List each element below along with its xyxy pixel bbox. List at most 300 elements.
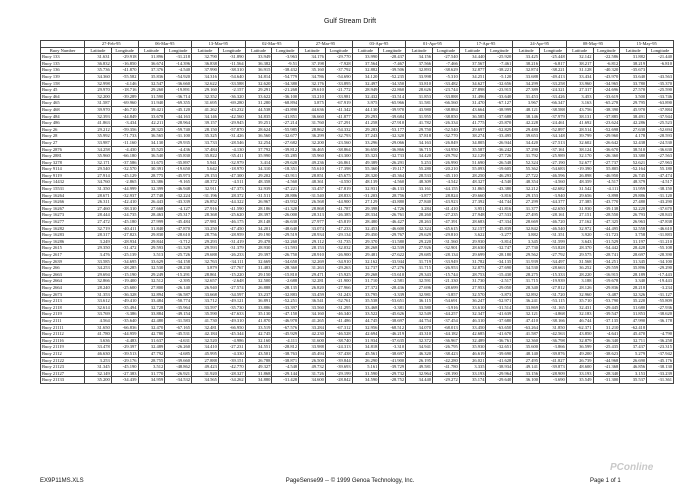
longitude-cell: -25.989 xyxy=(540,153,567,160)
longitude-cell: -37.670 xyxy=(647,205,674,212)
longitude-cell: -43.563 xyxy=(647,73,674,80)
longitude-cell: -29.519 xyxy=(272,232,299,239)
latitude-cell: 41.692 xyxy=(566,120,593,127)
longitude-cell: -27.963 xyxy=(647,159,674,166)
latitude-cell: 32.882 xyxy=(352,67,379,74)
longitude-cell: -4.726 xyxy=(379,205,406,212)
latitude-cell: 55.093 xyxy=(459,166,486,173)
footer-filename: EX9P11MS.XLS xyxy=(40,478,84,484)
latitude-cell: 28.697 xyxy=(620,252,647,259)
latitude-cell: 31.715 xyxy=(513,278,540,285)
latitude-cell: 38.216 xyxy=(513,60,540,67)
latitude-cell: 39.653 xyxy=(513,133,540,140)
longitude-cell: -45.839 xyxy=(486,225,513,232)
latitude-cell: 27.495 xyxy=(513,212,540,219)
longitude-cell: 31.210 xyxy=(593,324,620,331)
latitude-cell: 26.745 xyxy=(620,172,647,179)
latitude-cell: 27.151 xyxy=(566,212,593,219)
latitude-cell: 34.310 xyxy=(245,166,272,173)
longitude-cell: -29.810 xyxy=(432,232,459,239)
longitude-cell: -46.630 xyxy=(272,219,299,226)
latitude-cell: 29.478 xyxy=(245,238,272,245)
longitude-cell: -63.650 xyxy=(486,324,513,331)
header-date: 08-May-95 xyxy=(566,41,620,48)
longitude-cell: -36.798 xyxy=(540,337,567,344)
longitude-cell: -49.310 xyxy=(218,317,245,324)
longitude-cell: -29.945 xyxy=(218,120,245,127)
latitude-cell: 32.669 xyxy=(245,258,272,265)
longitude-cell: -19.891 xyxy=(165,87,192,94)
latitude-cell: 33.074 xyxy=(299,225,326,232)
longitude-cell: -29.960 xyxy=(593,133,620,140)
longitude-cell: -41.877 xyxy=(325,113,352,120)
longitude-cell: -54.683 xyxy=(540,166,567,173)
longitude-cell: -68.512 xyxy=(379,324,406,331)
longitude-cell: -29.445 xyxy=(593,304,620,311)
buoy-number-cell: Buoy 16282 xyxy=(41,225,85,232)
latitude-cell: 32.972 xyxy=(566,225,593,232)
longitude-cell: -66.836 xyxy=(111,324,138,331)
table-row xyxy=(41,232,674,239)
latitude-cell: 32.842 xyxy=(513,225,540,232)
latitude-cell: 45.494 xyxy=(299,350,326,357)
header-longitude: Longitude xyxy=(540,47,567,54)
longitude-cell: -43.880 xyxy=(379,199,406,206)
latitude-cell: 33.612 xyxy=(85,298,112,305)
latitude-cell: 37.437 xyxy=(620,344,647,351)
latitude-cell: 28.669 xyxy=(513,219,540,226)
longitude-cell: -33.514 xyxy=(379,93,406,100)
latitude-cell: 31.345 xyxy=(620,258,647,265)
longitude-cell: -6.810 xyxy=(647,60,674,67)
latitude-cell: 28.775 xyxy=(138,172,165,179)
buoy-number-cell: Buoy 2119 xyxy=(41,311,85,318)
buoy-number-cell: Buoy 2112 xyxy=(41,350,85,357)
longitude-cell: -29.620 xyxy=(272,159,299,166)
latitude-cell: 55.360 xyxy=(352,166,379,173)
buoy-number-cell: Buoy 45 xyxy=(41,87,85,94)
latitude-cell: 33.210 xyxy=(299,93,326,100)
longitude-cell: -17.443 xyxy=(647,271,674,278)
latitude-cell: 3.643 xyxy=(566,238,593,245)
longitude-cell: -3.434 xyxy=(111,120,138,127)
longitude-cell: -47.334 xyxy=(486,219,513,226)
longitude-cell: -19.678 xyxy=(593,278,620,285)
longitude-cell: -29.792 xyxy=(432,153,459,160)
longitude-cell: -27.563 xyxy=(647,153,674,160)
table-row xyxy=(41,212,674,219)
latitude-cell: 5.279 xyxy=(620,350,647,357)
table-row xyxy=(41,67,674,74)
longitude-cell: -39.289 xyxy=(111,93,138,100)
latitude-cell: 31.868 xyxy=(245,370,272,377)
longitude-cell: -63.890 xyxy=(647,100,674,107)
table-row xyxy=(41,139,674,146)
latitude-cell: 33.988 xyxy=(299,344,326,351)
longitude-cell: -28.285 xyxy=(111,265,138,272)
longitude-cell: -2.517 xyxy=(486,278,513,285)
latitude-cell: 29.190 xyxy=(245,232,272,239)
longitude-cell: -37.586 xyxy=(111,159,138,166)
longitude-cell: -42.563 xyxy=(540,331,567,338)
longitude-cell: -39.876 xyxy=(540,350,567,357)
latitude-cell: 33.580 xyxy=(406,304,433,311)
latitude-cell: 55.280 xyxy=(406,166,433,173)
longitude-cell: -45.180 xyxy=(111,219,138,226)
latitude-cell: 39.799 xyxy=(566,133,593,140)
longitude-cell: -15.810 xyxy=(272,271,299,278)
latitude-cell: 29.656 xyxy=(566,192,593,199)
longitude-cell: -48.640 xyxy=(272,225,299,232)
longitude-cell: -5.310 xyxy=(432,73,459,80)
longitude-cell: -24.696 xyxy=(593,87,620,94)
longitude-cell: -23.915 xyxy=(486,87,513,94)
latitude-cell: 32.254 xyxy=(245,139,272,146)
table-row xyxy=(41,245,674,252)
longitude-cell: -3.940 xyxy=(540,192,567,199)
longitude-cell: -27.936 xyxy=(647,304,674,311)
latitude-cell: 46.744 xyxy=(566,317,593,324)
table-row xyxy=(41,252,674,259)
latitude-cell: 31.726 xyxy=(299,370,326,377)
longitude-cell: -26.360 xyxy=(593,153,620,160)
latitude-cell: 29.688 xyxy=(192,252,219,259)
longitude-cell: -43.932 xyxy=(272,199,299,206)
header-longitude: Longitude xyxy=(165,47,192,54)
buoy-number-cell: Buoy 2664 xyxy=(41,284,85,291)
latitude-cell: 3.622 xyxy=(459,232,486,239)
latitude-cell: 42.780 xyxy=(138,331,165,338)
longitude-cell: -31.723 xyxy=(593,232,620,239)
buoy-number-cell: Buoy 16277 xyxy=(41,219,85,226)
latitude-cell: 31.568 xyxy=(566,258,593,265)
latitude-cell: 33.519 xyxy=(245,324,272,331)
header-longitude: Longitude xyxy=(647,47,674,54)
latitude-cell: 28.340 xyxy=(513,284,540,291)
longitude-cell: -25.590 xyxy=(647,87,674,94)
longitude-cell: -25.448 xyxy=(540,54,567,61)
latitude-cell: 33.949 xyxy=(245,54,272,61)
latitude-cell: 32.602 xyxy=(566,139,593,146)
latitude-cell: 32.497 xyxy=(352,80,379,87)
table-row xyxy=(41,199,674,206)
longitude-cell: -27.235 xyxy=(432,212,459,219)
longitude-cell: -29.144 xyxy=(272,370,299,377)
longitude-cell: -26.861 xyxy=(325,159,352,166)
longitude-cell: -39.970 xyxy=(379,106,406,113)
longitude-cell: -46.219 xyxy=(379,331,406,338)
latitude-cell: 29.575 xyxy=(566,252,593,259)
latitude-cell: 33.478 xyxy=(85,344,112,351)
latitude-cell: 31.587 xyxy=(85,100,112,107)
longitude-cell: -41.816 xyxy=(486,205,513,212)
latitude-cell: 35.549 xyxy=(566,377,593,384)
longitude-cell: -29.964 xyxy=(486,370,513,377)
longitude-cell: 31.850 xyxy=(540,324,567,331)
latitude-cell: 43.756 xyxy=(566,106,593,113)
longitude-cell: -7.467 xyxy=(379,60,406,67)
latitude-cell: 41.262 xyxy=(192,106,219,113)
longitude-cell: -15.291 xyxy=(165,271,192,278)
longitude-cell: -35.730 xyxy=(218,304,245,311)
longitude-cell: -26.795 xyxy=(432,344,459,351)
latitude-cell: 33.998 xyxy=(406,73,433,80)
table-row xyxy=(41,311,674,318)
buoy-number-cell: Buoy 2113 xyxy=(41,298,85,305)
table-row xyxy=(41,344,674,351)
buoy-number-cell: Buoy 14432 xyxy=(41,179,85,186)
longitude-cell: -59.356 xyxy=(111,126,138,133)
longitude-cell: -16.915 xyxy=(593,271,620,278)
longitude-cell: -47.150 xyxy=(272,311,299,318)
latitude-cell: 32.171 xyxy=(85,159,112,166)
longitude-cell: -27.726 xyxy=(486,153,513,160)
longitude-cell: -46.596 xyxy=(540,172,567,179)
longitude-cell: -34.135 xyxy=(486,258,513,265)
longitude-cell: -66.560 xyxy=(432,100,459,107)
buoy-number-cell: Buoy 464 xyxy=(41,93,85,100)
longitude-cell: -29.134 xyxy=(325,232,352,239)
longitude-cell: -45.176 xyxy=(647,357,674,364)
longitude-cell: -4.111 xyxy=(272,337,299,344)
latitude-cell: 33.678 xyxy=(138,113,165,120)
latitude-cell: 36.252 xyxy=(566,265,593,272)
longitude-cell: -35.494 xyxy=(111,304,138,311)
latitude-cell: 35.174 xyxy=(459,377,486,384)
longitude-cell: -52.251 xyxy=(272,298,299,305)
longitude-cell: -24.313 xyxy=(325,344,352,351)
longitude-cell: -32.677 xyxy=(272,133,299,140)
longitude-cell: -29.559 xyxy=(593,265,620,272)
longitude-cell: -29.770 xyxy=(325,54,352,61)
latitude-cell: 32.956 xyxy=(352,324,379,331)
latitude-cell: 27.748 xyxy=(138,192,165,199)
longitude-cell: -14.396 xyxy=(165,60,192,67)
longitude-cell: -34.100 xyxy=(647,258,674,265)
longitude-cell: -43.770 xyxy=(593,199,620,206)
longitude-cell: -27.276 xyxy=(379,265,406,272)
latitude-cell: 31.955 xyxy=(406,113,433,120)
latitude-cell: 35.590 xyxy=(192,311,219,318)
latitude-cell: 32.393 xyxy=(85,113,112,120)
latitude-cell: 32.347 xyxy=(459,311,486,318)
latitude-cell: 29.283 xyxy=(352,126,379,133)
longitude-cell: -32.656 xyxy=(486,80,513,87)
latitude-cell: 33.386 xyxy=(138,179,165,186)
latitude-cell: 27.472 xyxy=(85,219,112,226)
latitude-cell: 38.146 xyxy=(513,113,540,120)
longitude-cell: -42.410 xyxy=(111,199,138,206)
longitude-cell: -29.397 xyxy=(111,344,138,351)
latitude-cell: 33.250 xyxy=(192,225,219,232)
latitude-cell: 34.880 xyxy=(245,377,272,384)
longitude-cell: -31.210 xyxy=(647,238,674,245)
latitude-cell: 26.568 xyxy=(299,199,326,206)
latitude-cell: 49.423 xyxy=(192,364,219,371)
latitude-cell: 32.399 xyxy=(138,186,165,193)
latitude-cell: 31.939 xyxy=(513,258,540,265)
table-row xyxy=(41,60,674,67)
longitude-cell: -59.740 xyxy=(165,126,192,133)
longitude-cell: -54.920 xyxy=(165,73,192,80)
latitude-cell: 33.810 xyxy=(406,80,433,87)
table-row xyxy=(41,126,674,133)
latitude-cell: 34.130 xyxy=(138,139,165,146)
header-latitude: Latitude xyxy=(513,47,540,54)
longitude-cell: -24.530 xyxy=(647,139,674,146)
longitude-cell: -52.540 xyxy=(432,126,459,133)
latitude-cell: 33.459 xyxy=(299,291,326,298)
latitude-cell: 5.642 xyxy=(192,166,219,173)
longitude-cell: -3.487 xyxy=(593,291,620,298)
latitude-cell: 32.622 xyxy=(192,80,219,87)
longitude-cell: -4.127 xyxy=(165,205,192,212)
latitude-cell: 33.484 xyxy=(138,298,165,305)
latitude-cell: 43.980 xyxy=(406,106,433,113)
longitude-cell: -37.884 xyxy=(647,106,674,113)
header-latitude: Latitude xyxy=(85,47,112,54)
longitude-cell: -66.950 xyxy=(218,324,245,331)
longitude-cell: -45.120 xyxy=(165,106,192,113)
latitude-cell: 3.967 xyxy=(513,100,540,107)
buoy-number-cell: Buoy 16266 xyxy=(41,199,85,206)
latitude-cell: 26.820 xyxy=(299,284,326,291)
latitude-cell: 29.112 xyxy=(299,238,326,245)
latitude-cell: 33.450 xyxy=(459,324,486,331)
latitude-cell: 34.440 xyxy=(406,377,433,384)
header-longitude: Longitude xyxy=(432,47,459,54)
buoy-number-cell: Buoy 135 xyxy=(41,60,85,67)
latitude-cell: 29.350 xyxy=(85,245,112,252)
latitude-cell: 27.495 xyxy=(513,357,540,364)
latitude-cell: 28.463 xyxy=(138,212,165,219)
longitude-cell: -37.635 xyxy=(379,337,406,344)
latitude-cell: 31.934 xyxy=(352,337,379,344)
latitude-cell: 35.710 xyxy=(566,298,593,305)
longitude-cell: -27.622 xyxy=(379,252,406,259)
longitude-cell: -27.682 xyxy=(272,139,299,146)
longitude-cell: -45.675 xyxy=(325,172,352,179)
longitude-cell: -36.761 xyxy=(486,337,513,344)
latitude-cell: -29.660 xyxy=(459,192,486,199)
longitude-cell: -44.322 xyxy=(218,199,245,206)
longitude-cell: -35.964 xyxy=(165,304,192,311)
latitude-cell: 28.313 xyxy=(299,212,326,219)
longitude-cell: -34.148 xyxy=(540,133,567,140)
longitude-cell: 28.756 xyxy=(379,192,406,199)
latitude-cell: 32.549 xyxy=(406,311,433,318)
longitude-cell: -24.321 xyxy=(540,87,567,94)
latitude-cell: 4.178 xyxy=(620,133,647,140)
latitude-cell: 3.975 xyxy=(352,100,379,107)
longitude-cell: -4.483 xyxy=(111,337,138,344)
latitude-cell: 27.696 xyxy=(406,284,433,291)
latitude-cell: 35.130 xyxy=(245,311,272,318)
latitude-cell: -52.164 xyxy=(620,166,647,173)
latitude-cell: 43.850 xyxy=(566,331,593,338)
longitude-cell: -37.454 xyxy=(432,317,459,324)
table-row xyxy=(41,100,674,107)
buoy-number-cell: Buoy 16286 xyxy=(41,238,85,245)
latitude-cell: 28.397 xyxy=(245,212,272,219)
table-row xyxy=(41,238,674,245)
latitude-cell: 29.481 xyxy=(352,252,379,259)
latitude-cell: 32.931 xyxy=(352,186,379,193)
latitude-cell: 27.570 xyxy=(620,87,647,94)
latitude-cell: 35.600 xyxy=(513,344,540,351)
buoy-number-cell: Buoy 21122 xyxy=(41,357,85,364)
latitude-cell: 29.697 xyxy=(459,126,486,133)
latitude-cell: 27.999 xyxy=(138,219,165,226)
table-row xyxy=(41,146,674,153)
latitude-cell: 33.193 xyxy=(566,370,593,377)
latitude-cell: 28.186 xyxy=(245,205,272,212)
longitude-cell: -43.339 xyxy=(165,199,192,206)
latitude-cell: 33.193 xyxy=(459,370,486,377)
latitude-cell: 26.443 xyxy=(138,199,165,206)
longitude-cell: -31.593 xyxy=(272,245,299,252)
longitude-cell: -4.986 xyxy=(218,337,245,344)
latitude-cell: 35.990 xyxy=(245,153,272,160)
longitude-cell: -38.310 xyxy=(111,205,138,212)
longitude-cell: -44.377 xyxy=(540,199,567,206)
longitude-cell: -26.921 xyxy=(165,370,192,377)
latitude-cell: 34.805 xyxy=(459,139,486,146)
latitude-cell: 31.680 xyxy=(620,304,647,311)
longitude-cell: -65.966 xyxy=(379,100,406,107)
longitude-cell: -28.752 xyxy=(379,377,406,384)
latitude-cell: 29.830 xyxy=(138,232,165,239)
longitude-cell: -4.436 xyxy=(165,146,192,153)
buoy-number-cell: Buoy 2118 xyxy=(41,304,85,311)
latitude-cell: 29.750 xyxy=(406,126,433,133)
latitude-cell: 4.564 xyxy=(85,317,112,324)
latitude-cell: 34.440 xyxy=(459,54,486,61)
longitude-cell: -15.333 xyxy=(540,271,567,278)
latitude-cell: 36.115 xyxy=(406,298,433,305)
buoy-number-cell: Buoy 9114 xyxy=(41,166,85,173)
buoy-number-cell: Buoy 9119 xyxy=(41,172,85,179)
latitude-cell: 26.940 xyxy=(192,284,219,291)
latitude-cell: 28.275 xyxy=(513,271,540,278)
latitude-cell: 32.200 xyxy=(299,139,326,146)
longitude-cell: -66.180 xyxy=(111,153,138,160)
latitude-cell: 29.291 xyxy=(245,87,272,94)
latitude-cell: 28.126 xyxy=(566,284,593,291)
longitude-cell: -27.513 xyxy=(540,139,567,146)
latitude-cell: 27.668 xyxy=(138,205,165,212)
latitude-cell: 31.710 xyxy=(352,278,379,285)
longitude-cell: -4.540 xyxy=(486,179,513,186)
latitude-cell: 49.327 xyxy=(245,364,272,371)
latitude-cell: 27.916 xyxy=(192,205,219,212)
latitude-cell: 28.626 xyxy=(406,87,433,94)
longitude-cell: -33.888 xyxy=(432,93,459,100)
longitude-cell: -39.684 xyxy=(379,113,406,120)
longitude-cell: -39.693 xyxy=(325,364,352,371)
latitude-cell: 32.149 xyxy=(85,370,112,377)
latitude-cell: 26.888 xyxy=(245,284,272,291)
longitude-cell: -69.280 xyxy=(218,100,245,107)
latitude-cell: 28.148 xyxy=(245,219,272,226)
latitude-cell: 28.753 xyxy=(459,271,486,278)
buoy-number-cell: Buoy 2664 xyxy=(41,278,85,285)
longitude-cell: -44.495 xyxy=(593,225,620,232)
latitude-cell: 31.280 xyxy=(245,100,272,107)
longitude-cell: -11.564 xyxy=(218,60,245,67)
longitude-cell: -35.640 xyxy=(111,317,138,324)
longitude-cell: -41.410 xyxy=(432,205,459,212)
